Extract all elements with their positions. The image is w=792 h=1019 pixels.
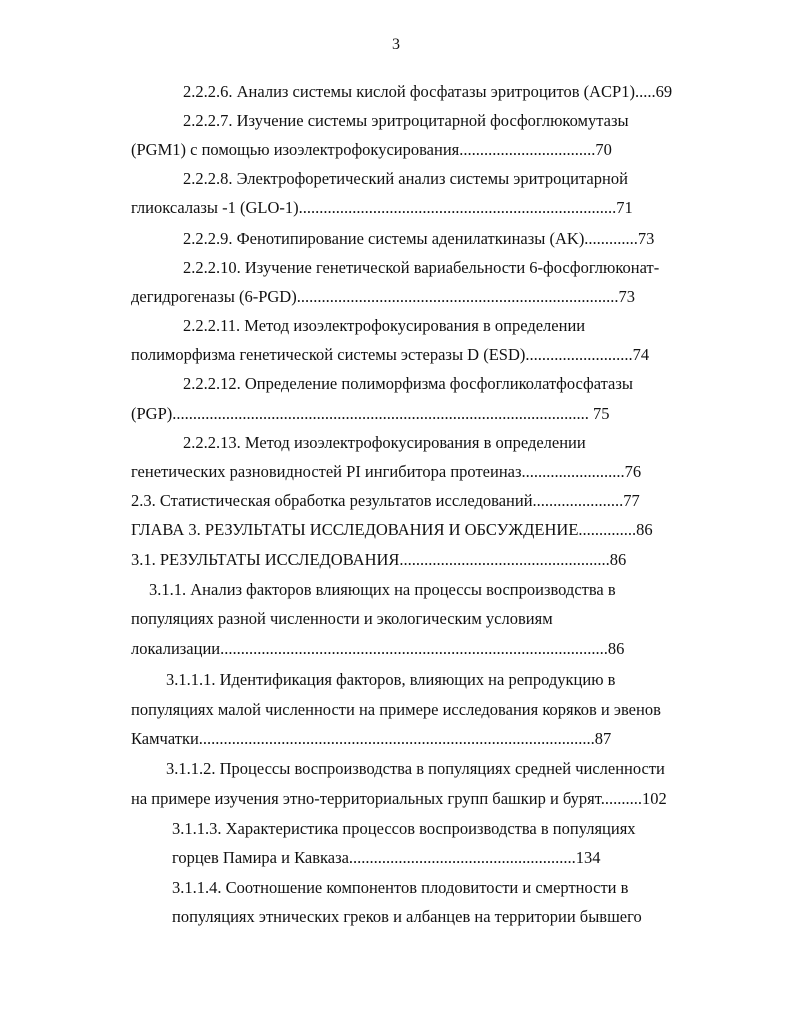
toc-entry-3-1-1-3-line2: горцев Памира и Кавказа.......................................................134 [172, 848, 601, 867]
toc-entry-3-1-1-2-line2: на примере изучения этно-территориальных групп башкир и бурят..........102 [131, 789, 667, 808]
toc-entry-2-2-2-13-line2: генетических разновидностей PI ингибитора протеиназ.........................76 [131, 462, 642, 481]
toc-entry-3-1: 3.1. РЕЗУЛЬТАТЫ ИССЛЕДОВАНИЯ...................................................86 [131, 550, 627, 569]
toc-entry-3-1-1-line2: популяциях разной численности и экологическим условиям [131, 609, 553, 628]
toc-entry-2-2-2-9: 2.2.2.9. Фенотипирование системы аденилаткиназы (AK).............73 [183, 229, 655, 248]
toc-entry-3-1-1-line3: локализации..............................................................................................86 [131, 639, 625, 658]
toc-entry-2-2-2-7-line1: 2.2.2.7. Изучение системы эритроцитарной фосфоглюкомутазы [183, 111, 629, 130]
toc-entry-2-2-2-11-line1: 2.2.2.11. Метод изоэлектрофокусирования в определении [183, 316, 586, 335]
toc-entry-3-1-1-2-line1: 3.1.1.2. Процессы воспроизводства в популяциях средней численности [166, 759, 665, 778]
toc-entry-2-2-2-7-line2: (PGM1) с помощью изоэлектрофокусирования.................................70 [131, 140, 612, 159]
toc-entry-2-2-2-12-line1: 2.2.2.12. Определение полиморфизма фосфогликолатфосфатазы [183, 374, 633, 393]
toc-entry-3-1-1-4-line2: популяциях этнических греков и албанцев на территории бывшего [172, 907, 642, 926]
toc-entry-3-1-1-3-line1: 3.1.1.3. Характеристика процессов воспроизводства в популяциях [172, 819, 636, 838]
toc-entry-3-1-1-1-line2: популяциях малой численности на примере исследования коряков и эвенов [131, 700, 661, 719]
toc-entry-2-2-2-11-line2: полиморфизма генетической системы эстеразы D (ESD)..........................74 [131, 345, 650, 364]
toc-entry-chapter-3: ГЛАВА 3. РЕЗУЛЬТАТЫ ИССЛЕДОВАНИЯ И ОБСУЖДЕНИЕ..............86 [131, 520, 653, 539]
toc-entry-2-2-2-8-line1: 2.2.2.8. Электрофоретический анализ системы эритроцитарной [183, 169, 628, 188]
toc-entry-2-2-2-8-line2: глиоксалазы -1 (GLO-1).............................................................................71 [131, 198, 633, 217]
toc-entry-2-2-2-6: 2.2.2.6. Анализ системы кислой фосфатазы эритроцитов (ACP1).....69 [183, 82, 673, 101]
toc-entry-2-2-2-12-line2: (PGP)..................................................................................................... 75 [131, 404, 610, 423]
toc-entry-2-3: 2.3. Статистическая обработка результатов исследований......................77 [131, 491, 640, 510]
toc-entry-2-2-2-10-line2: дегидрогеназы (6-PGD)..............................................................................73 [131, 287, 635, 306]
toc-entry-3-1-1-1-line3: Камчатки................................................................................................87 [131, 729, 612, 748]
toc-entry-3-1-1-4-line1: 3.1.1.4. Соотношение компонентов плодовитости и смертности в [172, 878, 629, 897]
toc-entry-3-1-1-line1: 3.1.1. Анализ факторов влияющих на процессы воспроизводства в [149, 580, 616, 599]
toc-entry-2-2-2-13-line1: 2.2.2.13. Метод изоэлектрофокусирования в определении [183, 433, 586, 452]
toc-entry-2-2-2-10-line1: 2.2.2.10. Изучение генетической вариабельности 6-фосфоглюконат- [183, 258, 660, 277]
page-number: 3 [392, 36, 400, 53]
toc-entry-3-1-1-1-line1: 3.1.1.1. Идентификация факторов, влияющих на репродукцию в [166, 670, 616, 689]
